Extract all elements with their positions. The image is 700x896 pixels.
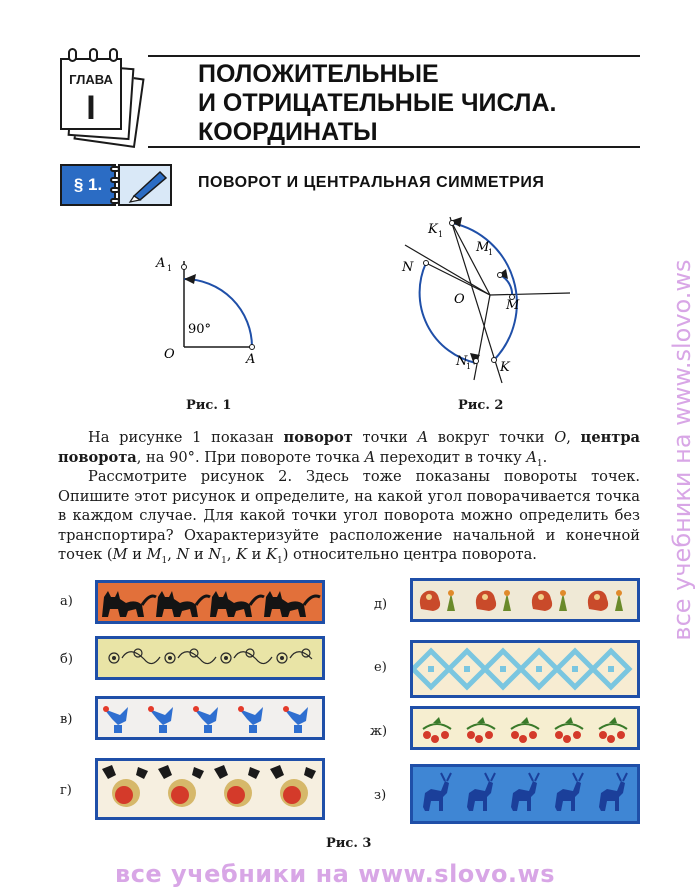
watermark-bottom: все учебники на www.slovo.ws <box>115 860 555 888</box>
label-k1-sub: 1 <box>438 230 444 239</box>
paragraph-1: На рисунке 1 показан поворот точки A вокруг точки O, центра поворота, на 90°. При повороте точка A переходит в точку $A_1$. <box>58 429 640 469</box>
chapter-number: I <box>86 89 96 127</box>
pattern-label: д) <box>374 597 388 612</box>
section-number: § 1. <box>60 164 116 206</box>
pattern-b-ornament <box>95 636 325 680</box>
label-a: A <box>246 352 256 367</box>
pattern-label: е) <box>374 660 387 675</box>
pattern-f-meander <box>410 640 640 698</box>
label-n1: N <box>456 354 468 369</box>
label-angle: 90° <box>188 322 212 337</box>
section-title: ПОВОРОТ И ЦЕНТРАЛЬНАЯ СИММЕТРИЯ <box>198 174 545 191</box>
chapter-card <box>60 58 122 130</box>
figure-1-rotation <box>150 245 290 375</box>
figure-3-caption: Рис. 3 <box>326 836 372 851</box>
binder-rings <box>68 48 118 64</box>
pattern-a-cats <box>95 580 325 624</box>
paragraph-2: Рассмотрите рисунок 2. Здесь тоже показаны повороты точек. Опишите этот рисунок и определите, на какой угол поворачивается точка в каждом случае. Для какой точки угол поворота можно определить без транспортира? Охарактеризуйте расположение начальной и конечной точек (M и $M_1$, N и $N_1$, K и $K_1$) относительно центра поворота. <box>58 468 640 566</box>
figure-2-rotations <box>390 205 580 390</box>
pattern-g-cherries <box>410 706 640 750</box>
pencil-icon <box>120 166 170 204</box>
label-n1-sub: 1 <box>466 362 472 371</box>
pattern-c-birds <box>95 696 325 740</box>
label-k1: K <box>428 222 438 237</box>
pattern-label: з) <box>374 788 387 803</box>
label-a1-sub: 1 <box>167 264 173 273</box>
header-rule <box>148 146 640 148</box>
watermark-side-text: все учебники на www.slovo.ws <box>668 259 696 641</box>
pattern-label: а) <box>60 594 73 609</box>
pattern-d-flowers <box>95 758 325 820</box>
chapter-title <box>198 60 638 147</box>
label-o: O <box>454 292 465 307</box>
pattern-h-deer <box>410 764 640 824</box>
pattern-label: в) <box>60 712 73 727</box>
pattern-label: б) <box>60 652 73 667</box>
chapter-label: ГЛАВА <box>69 72 113 87</box>
header-rule <box>148 55 640 57</box>
pattern-label: г) <box>60 783 72 798</box>
label-o: O <box>164 347 175 362</box>
pattern-label: ж) <box>370 724 388 739</box>
chapter-title-line: ПОЛОЖИТЕЛЬНЫЕ <box>198 60 439 88</box>
label-n: N <box>402 260 414 275</box>
label-k: K <box>500 360 510 375</box>
figure-2-caption: Рис. 2 <box>458 398 504 413</box>
spiral-binding <box>110 166 122 204</box>
label-m1-sub: 1 <box>488 248 494 257</box>
watermark-side <box>660 130 700 770</box>
chapter-title-line: КООРДИНАТЫ <box>198 118 378 146</box>
section-notebook-page <box>118 164 172 206</box>
label-m: M <box>506 298 520 313</box>
label-m1: M <box>476 240 490 255</box>
chapter-title-line: И ОТРИЦАТЕЛЬНЫЕ ЧИСЛА. <box>198 89 557 117</box>
figure-1-caption: Рис. 1 <box>186 398 232 413</box>
label-a1: A <box>156 256 166 271</box>
pattern-e-birds-flowers <box>410 578 640 622</box>
